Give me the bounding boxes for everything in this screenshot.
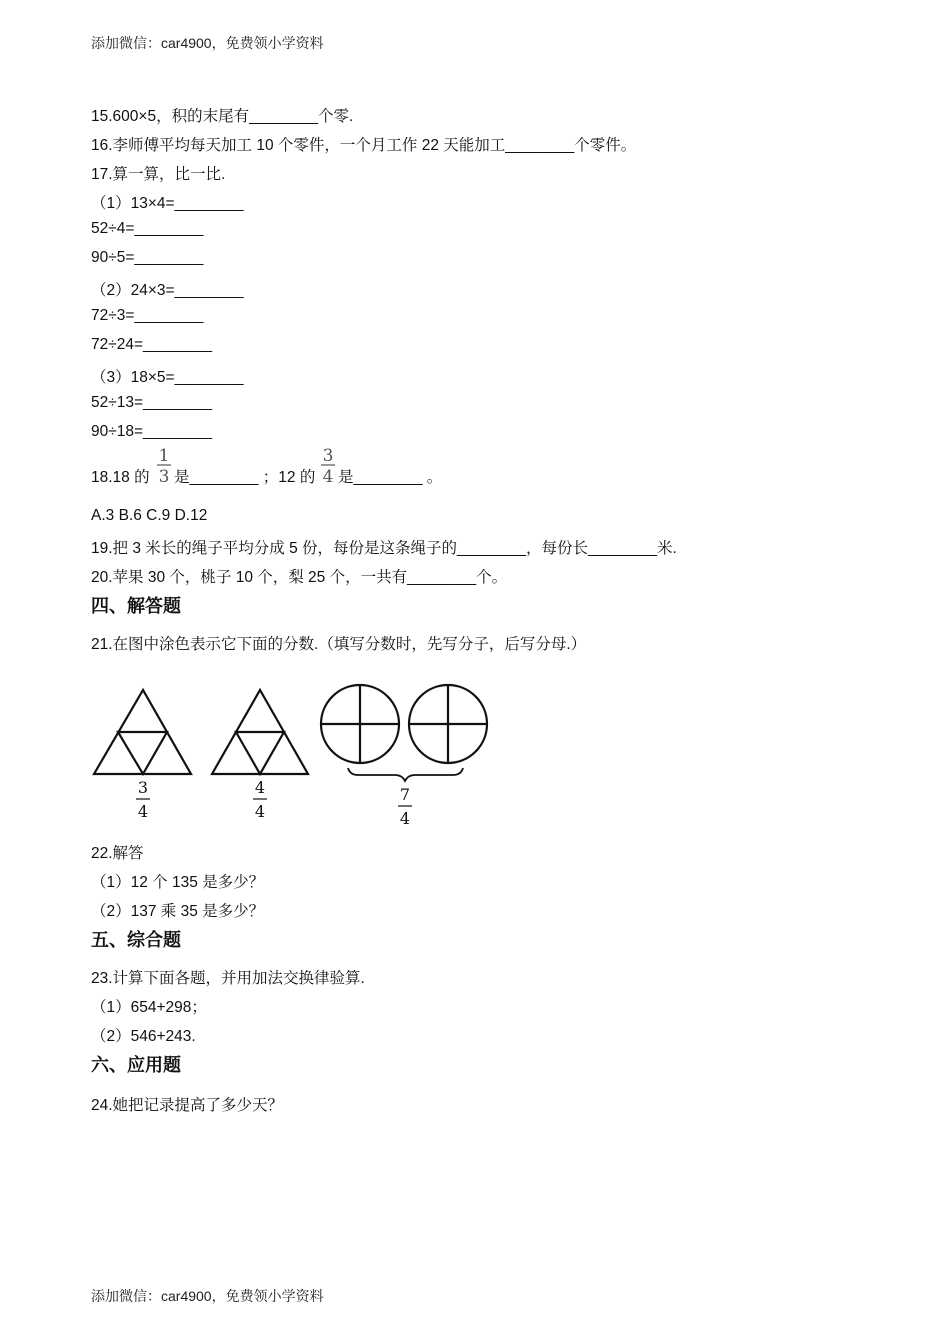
section-heading-6: 六、应用题 [91, 1055, 181, 1075]
question-23-line: （1）654+298； [91, 999, 207, 1016]
section-heading-5: 五、综合题 [91, 930, 181, 950]
question-17-line: （2）24×3=________ [91, 282, 244, 299]
question-15: 15.600×5，积的末尾有________个零. [91, 108, 354, 125]
question-18-suffix: 是________ 。 [338, 469, 443, 486]
fraction-denominator: 4 [322, 467, 334, 485]
fraction-three-quarters [319, 445, 337, 485]
question-23-line: （2）546+243. [91, 1028, 196, 1045]
circle-shape-2 [409, 685, 487, 763]
question-22-line: （1）12 个 135 是多少？ [91, 874, 265, 891]
question-18-prefix: 18.18 的 [91, 469, 150, 486]
question-17-line: 52÷4=________ [91, 220, 204, 237]
question-16: 16.李师傅平均每天加工 10 个零件，一个月工作 22 天能加工________个零件。 [91, 137, 637, 154]
question-17-title: 17.算一算，比一比. [91, 166, 226, 183]
fraction-numerator: 4 [254, 778, 266, 797]
page-header: 添加微信：car4900，免费领小学资料 [91, 35, 324, 51]
circle-shape-1 [321, 685, 399, 763]
fraction-shapes-figure [88, 680, 498, 830]
question-17-line: （1）13×4=________ [91, 195, 244, 212]
fraction-denominator: 4 [254, 802, 266, 821]
question-18-middle: 是________ ；12 的 [174, 469, 316, 486]
fraction-numerator: 1 [158, 446, 170, 466]
question-20: 20.苹果 30 个，桃子 10 个，梨 25 个，一共有________个。 [91, 569, 508, 586]
page-footer: 添加微信：car4900，免费领小学资料 [91, 1288, 324, 1304]
question-22-line: （2）137 乘 35 是多少？ [91, 903, 265, 920]
section-heading-4: 四、解答题 [91, 596, 181, 616]
question-17-line: 90÷18=________ [91, 423, 213, 440]
fraction-one-third [155, 445, 173, 485]
fraction-numerator: 7 [399, 785, 411, 804]
fraction-denominator: 4 [137, 802, 149, 821]
question-23-title: 23.计算下面各题，并用加法交换律验算. [91, 970, 365, 987]
question-17-line: 52÷13=________ [91, 394, 213, 411]
triangle-shape-2 [212, 690, 308, 774]
question-18-options: A.3 B.6 C.9 D.12 [91, 507, 208, 524]
fraction-numerator: 3 [137, 778, 149, 797]
question-17-line: 90÷5=________ [91, 249, 204, 266]
fraction-denominator: 3 [158, 467, 170, 485]
triangle-shape-1 [94, 690, 191, 774]
question-19: 19.把 3 米长的绳子平均分成 5 份，每份是这条绳子的________，每份长________米. [91, 540, 677, 557]
question-17-line: （3）18×5=________ [91, 369, 244, 386]
question-24: 24.她把记录提高了多少天？ [91, 1097, 284, 1114]
fraction-numerator: 3 [322, 446, 334, 466]
question-17-line: 72÷24=________ [91, 336, 213, 353]
question-22-title: 22.解答 [91, 845, 144, 862]
brace-icon [348, 768, 463, 781]
fraction-denominator: 4 [399, 809, 411, 828]
question-17-line: 72÷3=________ [91, 307, 204, 324]
question-21-title: 21.在图中涂色表示它下面的分数.（填写分数时，先写分子，后写分母.） [91, 636, 587, 653]
